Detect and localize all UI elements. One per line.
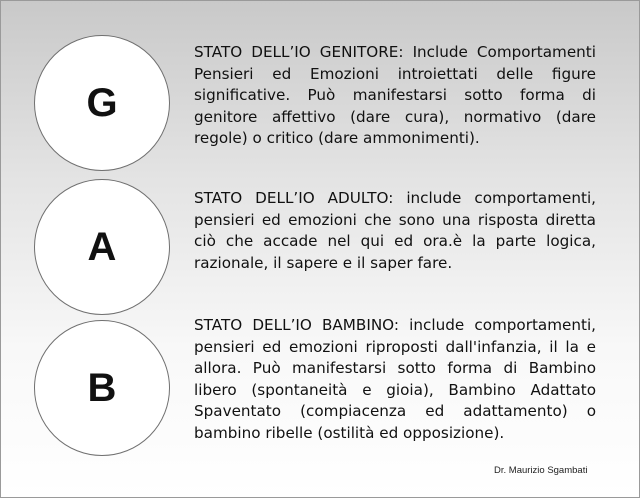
- bambino-description: STATO DELL’IO BAMBINO: include comportamenti, pensieri ed emozioni riproposti dall'infanzia, il la e allora. Può manifestarsi sotto forma di Bambino libero (spontaneità e gioia), Bambino Adattato Spaventato (compiacenza ed adattamento) o bambino ribelle (ostilità ed opposizione).: [194, 316, 596, 442]
- genitore-description: STATO DELL’IO GENITORE: Include Comportamenti Pensieri ed Emozioni introiettati delle figure significative. Può manifestarsi sotto forma di genitore affettivo (dare cura), normativo (dare regole) o critico (dare ammonimenti).: [194, 43, 596, 147]
- letter-g: G: [86, 80, 118, 125]
- circle-genitore: [34, 35, 170, 171]
- circle-adulto: [34, 179, 170, 315]
- circle-bambino: [34, 320, 170, 456]
- author-credit: Dr. Maurizio Sgambati: [494, 465, 588, 476]
- letter-b: B: [87, 365, 117, 410]
- letter-a: A: [87, 224, 117, 269]
- adulto-description: STATO DELL’IO ADULTO: include comportamenti, pensieri ed emozioni che sono una risposta diretta ciò che accade nel qui ed ora.è la parte logica, razionale, il sapere e il saper fare.: [194, 189, 596, 272]
